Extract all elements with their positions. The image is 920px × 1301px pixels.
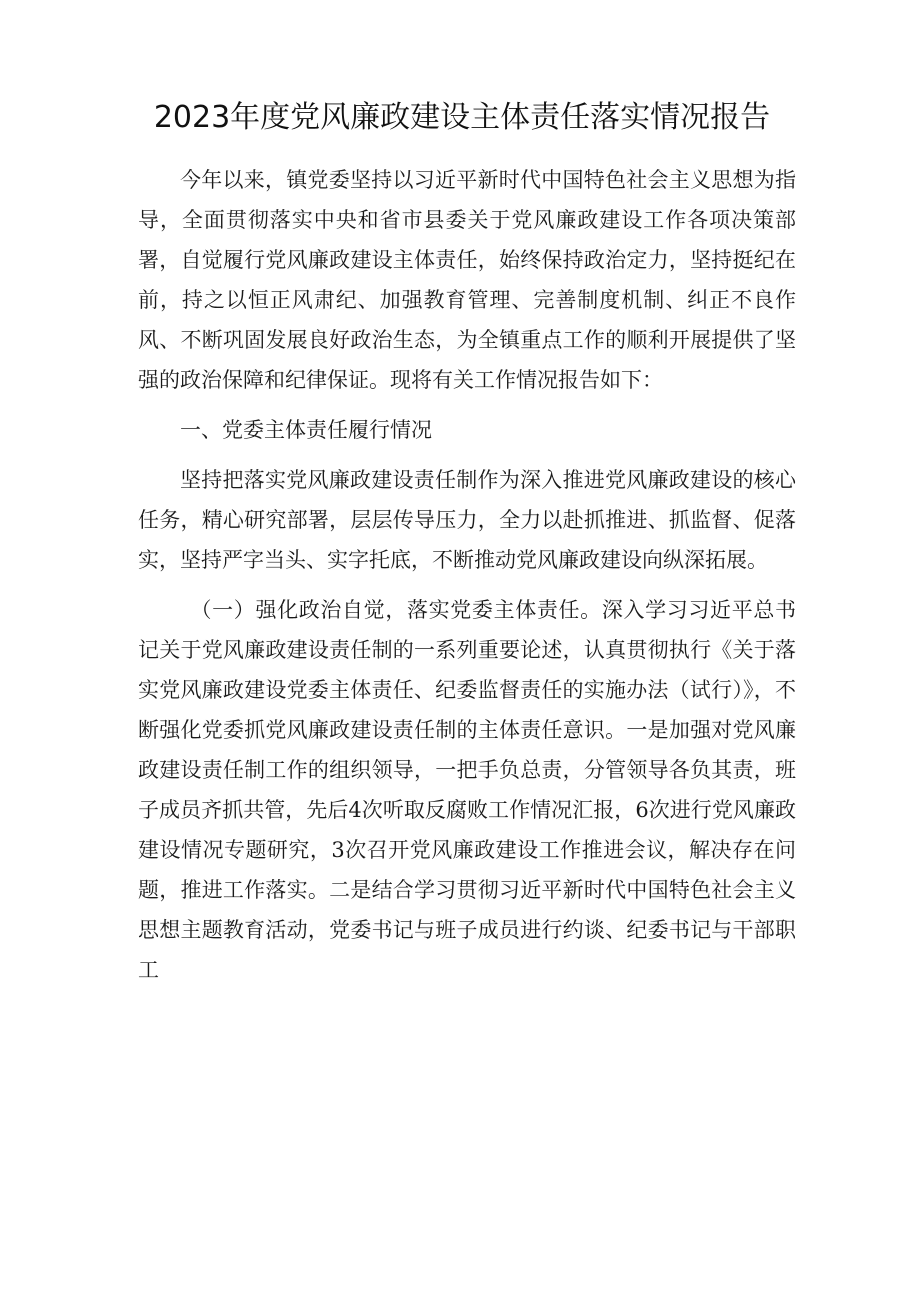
section-heading-1: 一、党委主体责任履行情况 [180,418,432,442]
report-body [138,160,796,990]
subsection-1-paragraph: （一）强化政治自觉，落实党委主体责任。深入学习习近平总书记关于党风廉政建设责任制的一系列重要论述，认真贯彻执行《关于落实党风廉政建设党委主体责任、纪委监督责任的实施办法（试行）》，不断强化党委抓党风廉政建设责任制的主体责任意识。一是加强对党风廉政建设责任制工作的组织领导，一把手负总责，分管领导各负其责，班子成员齐抓共管，先后4次听取反腐败工作情况汇报，6次进行党风廉政建设情况专题研究，3次召开党风廉政建设工作推进会议，解决存在问题，推进工作落实。二是结合学习贯彻习近平新时代中国特色社会主义思想主题教育活动，党委书记与班子成员进行约谈、纪委书记与干部职工 [138,598,796,982]
intro-paragraph: 今年以来，镇党委坚持以习近平新时代中国特色社会主义思想为指导，全面贯彻落实中央和省市县委关于党风廉政建设工作各项决策部署，自觉履行党风廉政建设主体责任，始终保持政治定力，坚持挺纪在前，持之以恒正风肃纪、加强教育管理、完善制度机制、纠正不良作风、不断巩固发展良好政治生态，为全镇重点工作的顺利开展提供了坚强的政治保障和纪律保证。现将有关工作情况报告如下： [138,168,796,392]
report-title: 2023年度党风廉政建设主体责任落实情况报告 [153,100,771,135]
section-1-paragraph: 坚持把落实党风廉政建设责任制作为深入推进党风廉政建设的核心任务，精心研究部署，层层传导压力，全力以赴抓推进、抓监督、促落实，坚持严字当头、实字托底，不断推动党风廉政建设向纵深拓展。 [138,468,796,572]
